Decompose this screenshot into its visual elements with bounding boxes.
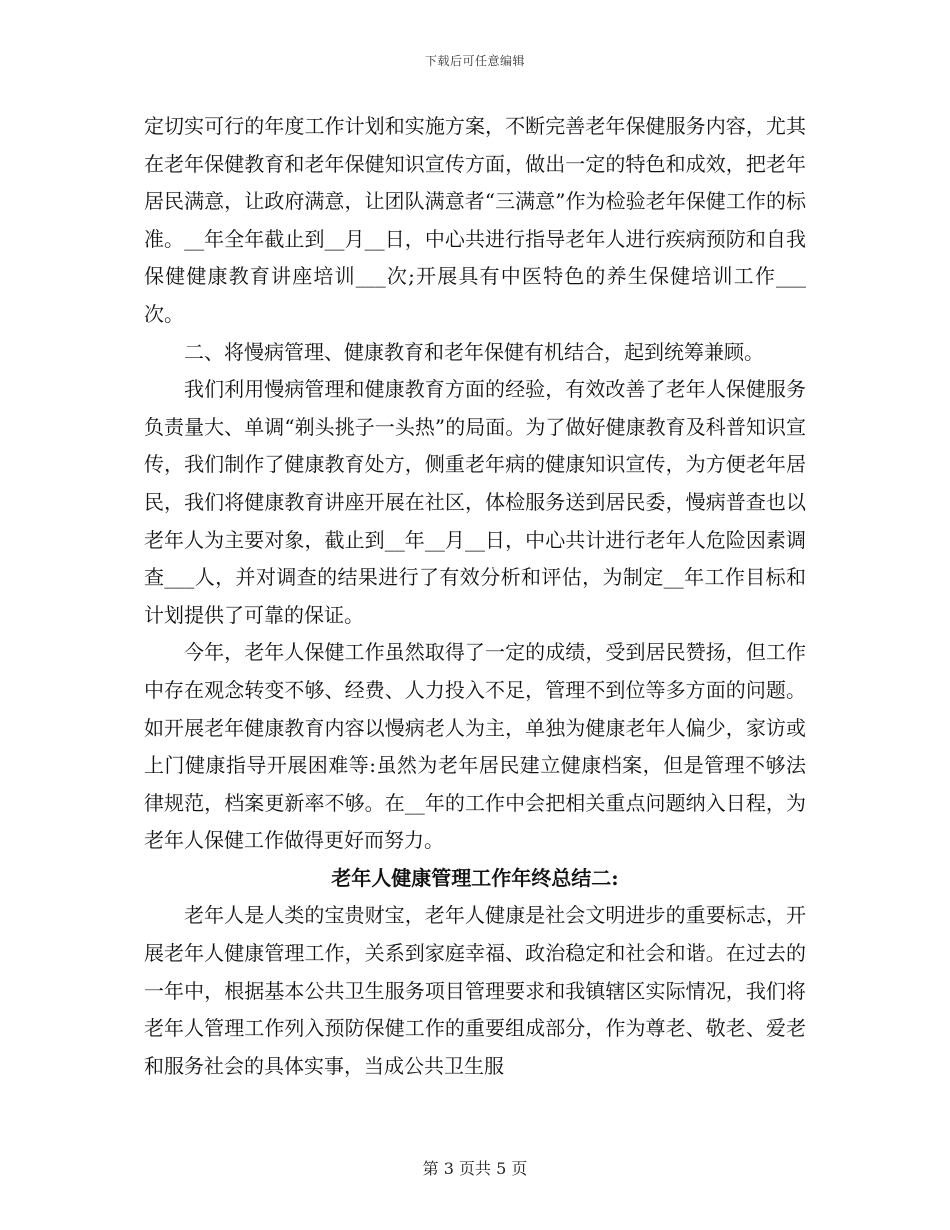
page-header: 下载后可任意编辑 [424,54,525,68]
paragraph-summary-two: 老年人是人类的宝贵财宝，老年人健康是社会文明进步的重要标志，开展老年人健康管理工作，关系到家庭幸福、政治稳定和社会和谐。在过去的一年中，根据基本公共卫生服务项目管理要求和我镇辖区实际情况，我们将老年人管理工作列入预防保健工作的重要组成部分，作为尊老、敬老、爱老和服务社会的具体实事，当成公共卫生服 [144,903,806,1078]
paragraph-point-two: 二、将慢病管理、健康教育和老年保健有机结合，起到统筹兼顾。 [184,339,764,364]
section-heading: 老年人健康管理工作年终总结二: [331,865,619,890]
document-body [144,108,806,1085]
paragraph-continuation: 定切实可行的年度工作计划和实施方案，不断完善老年保健服务内容，尤其在老年保健教育和老年保健知识宣传方面，做出一定的特色和成效，把老年居民满意，让政府满意，让团队满意者“三满意”作为检验老年保健工作的标准。__年全年截止到__月__日，中心共进行指导老年人进行疾病预防和自我保健健康教育讲座培训___次;开展具有中医特色的养生保健培训工作___次。 [144,114,806,326]
page-footer: 第 3 页共 5 页 [422,1159,528,1178]
paragraph-problems: 今年，老年人保健工作虽然取得了一定的成绩，受到居民赞扬，但工作中存在观念转变不够、经费、人力投入不足，管理不到位等多方面的问题。如开展老年健康教育内容以慢病老人为主，单独为健康老年人偏少，家访或上门健康指导开展困难等:虽然为老年居民建立健康档案，但是管理不够法律规范，档案更新率不够。在__年的工作中会把相关重点问题纳入日程，为老年人保健工作做得更好而努力。 [144,640,806,853]
paragraph-experience: 我们利用慢病管理和健康教育方面的经验，有效改善了老年人保健服务负责量大、单调“剃头挑子一头热”的局面。为了做好健康教育及科普知识宣传，我们制作了健康教育处方，侧重老年病的健康知识宣传，为方便老年居民，我们将健康教育讲座开展在社区，体检服务送到居民委，慢病普查也以老年人为主要对象，截止到__年__月__日，中心共计进行老年人危险因素调查___人，并对调查的结果进行了有效分析和评估，为制定__年工作目标和计划提供了可靠的保证。 [144,377,806,627]
